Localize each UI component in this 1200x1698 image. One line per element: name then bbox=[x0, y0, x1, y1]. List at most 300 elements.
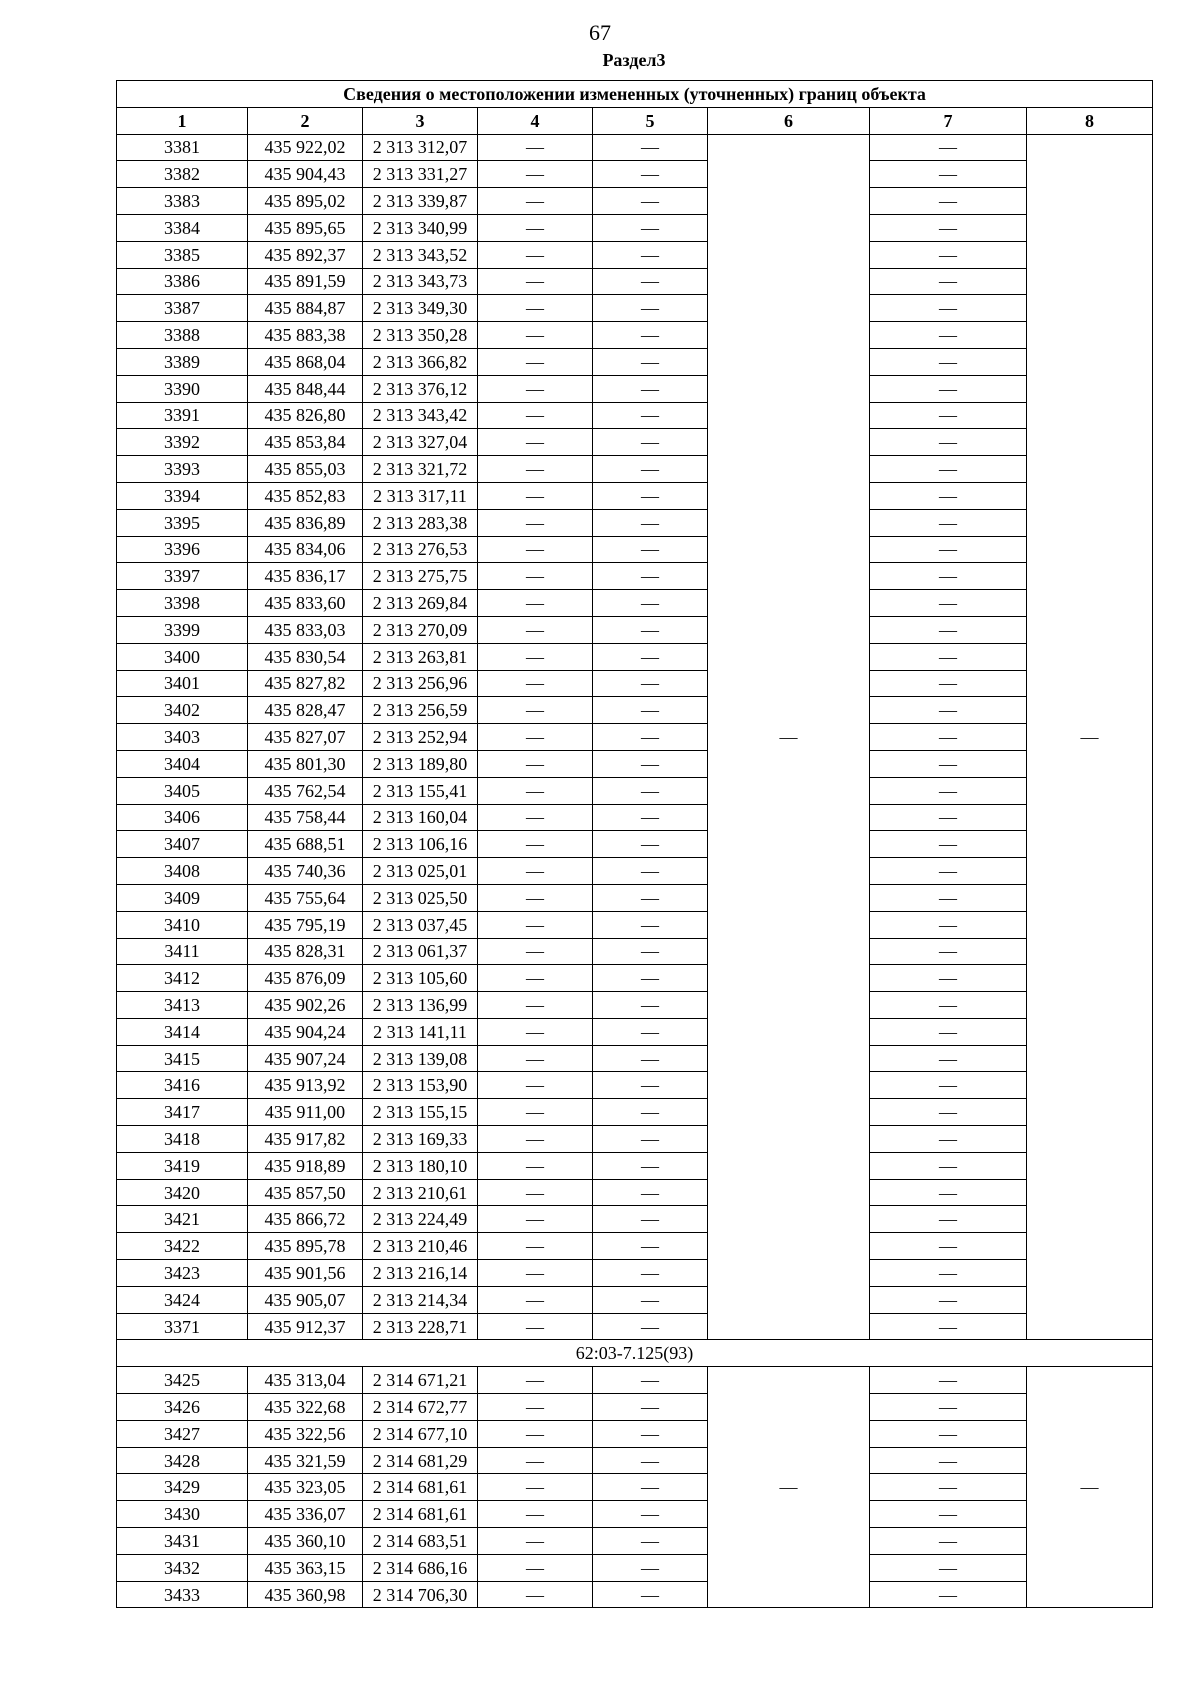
table-row bbox=[117, 188, 1153, 215]
column-5-cell: — bbox=[593, 1018, 708, 1045]
y-coordinate-cell: 2 313 256,96 bbox=[363, 670, 478, 697]
table-row bbox=[117, 1072, 1153, 1099]
point-number-cell: 3398 bbox=[117, 590, 248, 617]
column-7-cell: — bbox=[870, 1206, 1027, 1233]
point-number-cell: 3412 bbox=[117, 965, 248, 992]
column-5-cell: — bbox=[593, 831, 708, 858]
x-coordinate-cell: 435 688,51 bbox=[248, 831, 363, 858]
y-coordinate-cell: 2 313 210,61 bbox=[363, 1179, 478, 1206]
y-coordinate-cell: 2 314 681,61 bbox=[363, 1474, 478, 1501]
column-5-cell: — bbox=[593, 268, 708, 295]
column-4-cell: — bbox=[478, 1394, 593, 1421]
y-coordinate-cell: 2 313 025,50 bbox=[363, 884, 478, 911]
column-4-cell: — bbox=[478, 429, 593, 456]
column-4-cell: — bbox=[478, 1206, 593, 1233]
column-7-cell: — bbox=[870, 429, 1027, 456]
column-5-cell: — bbox=[593, 884, 708, 911]
column-5-cell: — bbox=[593, 1233, 708, 1260]
column-4-cell: — bbox=[478, 1260, 593, 1287]
x-coordinate-cell: 435 801,30 bbox=[248, 750, 363, 777]
point-number-cell: 3428 bbox=[117, 1447, 248, 1474]
point-number-cell: 3431 bbox=[117, 1528, 248, 1555]
column-7-cell: — bbox=[870, 643, 1027, 670]
column-4-cell: — bbox=[478, 1367, 593, 1394]
column-7-cell: — bbox=[870, 214, 1027, 241]
column-8-merged-cell: — bbox=[1027, 134, 1153, 1340]
column-7-cell: — bbox=[870, 348, 1027, 375]
column-header-row bbox=[117, 107, 1153, 134]
column-4-cell: — bbox=[478, 1528, 593, 1555]
group-header-row bbox=[117, 1340, 1153, 1367]
x-coordinate-cell: 435 827,82 bbox=[248, 670, 363, 697]
x-coordinate-cell: 435 913,92 bbox=[248, 1072, 363, 1099]
point-number-cell: 3421 bbox=[117, 1206, 248, 1233]
column-5-cell: — bbox=[593, 858, 708, 885]
column-4-cell: — bbox=[478, 1313, 593, 1340]
x-coordinate-cell: 435 758,44 bbox=[248, 804, 363, 831]
column-4-cell: — bbox=[478, 670, 593, 697]
column-4-cell: — bbox=[478, 616, 593, 643]
point-number-cell: 3386 bbox=[117, 268, 248, 295]
x-coordinate-cell: 435 836,89 bbox=[248, 509, 363, 536]
column-7-cell: — bbox=[870, 831, 1027, 858]
column-header: 8 bbox=[1027, 107, 1153, 134]
column-7-cell: — bbox=[870, 402, 1027, 429]
table-row bbox=[117, 563, 1153, 590]
column-5-cell: — bbox=[593, 161, 708, 188]
x-coordinate-cell: 435 866,72 bbox=[248, 1206, 363, 1233]
y-coordinate-cell: 2 313 180,10 bbox=[363, 1152, 478, 1179]
column-5-cell: — bbox=[593, 563, 708, 590]
point-number-cell: 3394 bbox=[117, 482, 248, 509]
column-7-cell: — bbox=[870, 1528, 1027, 1555]
column-5-cell: — bbox=[593, 1394, 708, 1421]
column-7-cell: — bbox=[870, 804, 1027, 831]
y-coordinate-cell: 2 313 321,72 bbox=[363, 456, 478, 483]
y-coordinate-cell: 2 313 105,60 bbox=[363, 965, 478, 992]
table-row bbox=[117, 1581, 1153, 1608]
column-header: 5 bbox=[593, 107, 708, 134]
column-5-cell: — bbox=[593, 1501, 708, 1528]
y-coordinate-cell: 2 313 263,81 bbox=[363, 643, 478, 670]
y-coordinate-cell: 2 313 327,04 bbox=[363, 429, 478, 456]
column-5-cell: — bbox=[593, 616, 708, 643]
column-5-cell: — bbox=[593, 322, 708, 349]
point-number-cell: 3389 bbox=[117, 348, 248, 375]
column-7-cell: — bbox=[870, 724, 1027, 751]
column-header: 1 bbox=[117, 107, 248, 134]
table-row bbox=[117, 992, 1153, 1019]
column-7-cell: — bbox=[870, 938, 1027, 965]
x-coordinate-cell: 435 363,15 bbox=[248, 1554, 363, 1581]
y-coordinate-cell: 2 314 681,61 bbox=[363, 1501, 478, 1528]
x-coordinate-cell: 435 922,02 bbox=[248, 134, 363, 161]
column-7-cell: — bbox=[870, 322, 1027, 349]
column-4-cell: — bbox=[478, 643, 593, 670]
point-number-cell: 3401 bbox=[117, 670, 248, 697]
column-5-cell: — bbox=[593, 1554, 708, 1581]
point-number-cell: 3390 bbox=[117, 375, 248, 402]
boundary-coordinates-table bbox=[116, 80, 1153, 1608]
x-coordinate-cell: 435 313,04 bbox=[248, 1367, 363, 1394]
column-header: 3 bbox=[363, 107, 478, 134]
column-5-cell: — bbox=[593, 1260, 708, 1287]
point-number-cell: 3385 bbox=[117, 241, 248, 268]
table-row bbox=[117, 1501, 1153, 1528]
column-7-cell: — bbox=[870, 697, 1027, 724]
x-coordinate-cell: 435 855,03 bbox=[248, 456, 363, 483]
point-number-cell: 3405 bbox=[117, 777, 248, 804]
point-number-cell: 3393 bbox=[117, 456, 248, 483]
column-7-cell: — bbox=[870, 509, 1027, 536]
y-coordinate-cell: 2 313 160,04 bbox=[363, 804, 478, 831]
column-4-cell: — bbox=[478, 295, 593, 322]
column-4-cell: — bbox=[478, 858, 593, 885]
column-5-cell: — bbox=[593, 1420, 708, 1447]
x-coordinate-cell: 435 912,37 bbox=[248, 1313, 363, 1340]
point-number-cell: 3403 bbox=[117, 724, 248, 751]
y-coordinate-cell: 2 313 339,87 bbox=[363, 188, 478, 215]
point-number-cell: 3402 bbox=[117, 697, 248, 724]
column-4-cell: — bbox=[478, 482, 593, 509]
point-number-cell: 3416 bbox=[117, 1072, 248, 1099]
column-5-cell: — bbox=[593, 295, 708, 322]
y-coordinate-cell: 2 313 153,90 bbox=[363, 1072, 478, 1099]
table-row bbox=[117, 670, 1153, 697]
table-row bbox=[117, 1233, 1153, 1260]
point-number-cell: 3397 bbox=[117, 563, 248, 590]
point-number-cell: 3419 bbox=[117, 1152, 248, 1179]
table-row bbox=[117, 1206, 1153, 1233]
x-coordinate-cell: 435 895,78 bbox=[248, 1233, 363, 1260]
column-7-cell: — bbox=[870, 777, 1027, 804]
column-5-cell: — bbox=[593, 590, 708, 617]
table-row bbox=[117, 1420, 1153, 1447]
column-4-cell: — bbox=[478, 1233, 593, 1260]
column-4-cell: — bbox=[478, 402, 593, 429]
point-number-cell: 3422 bbox=[117, 1233, 248, 1260]
y-coordinate-cell: 2 313 037,45 bbox=[363, 911, 478, 938]
column-5-cell: — bbox=[593, 509, 708, 536]
point-number-cell: 3433 bbox=[117, 1581, 248, 1608]
table-row bbox=[117, 402, 1153, 429]
column-header: 2 bbox=[248, 107, 363, 134]
point-number-cell: 3395 bbox=[117, 509, 248, 536]
column-7-cell: — bbox=[870, 858, 1027, 885]
y-coordinate-cell: 2 313 343,73 bbox=[363, 268, 478, 295]
column-7-cell: — bbox=[870, 750, 1027, 777]
point-number-cell: 3420 bbox=[117, 1179, 248, 1206]
column-5-cell: — bbox=[593, 1474, 708, 1501]
x-coordinate-cell: 435 834,06 bbox=[248, 536, 363, 563]
point-number-cell: 3423 bbox=[117, 1260, 248, 1287]
y-coordinate-cell: 2 313 256,59 bbox=[363, 697, 478, 724]
column-4-cell: — bbox=[478, 1045, 593, 1072]
table-row bbox=[117, 482, 1153, 509]
table-row bbox=[117, 509, 1153, 536]
y-coordinate-cell: 2 313 210,46 bbox=[363, 1233, 478, 1260]
column-5-cell: — bbox=[593, 188, 708, 215]
y-coordinate-cell: 2 313 376,12 bbox=[363, 375, 478, 402]
table-row bbox=[117, 1099, 1153, 1126]
table-row bbox=[117, 161, 1153, 188]
column-4-cell: — bbox=[478, 1581, 593, 1608]
column-5-cell: — bbox=[593, 1126, 708, 1153]
table-row bbox=[117, 1528, 1153, 1555]
point-number-cell: 3400 bbox=[117, 643, 248, 670]
point-number-cell: 3404 bbox=[117, 750, 248, 777]
column-7-cell: — bbox=[870, 295, 1027, 322]
column-4-cell: — bbox=[478, 214, 593, 241]
column-5-cell: — bbox=[593, 214, 708, 241]
y-coordinate-cell: 2 313 275,75 bbox=[363, 563, 478, 590]
column-5-cell: — bbox=[593, 777, 708, 804]
point-number-cell: 3414 bbox=[117, 1018, 248, 1045]
column-4-cell: — bbox=[478, 831, 593, 858]
column-7-cell: — bbox=[870, 1420, 1027, 1447]
column-7-cell: — bbox=[870, 1152, 1027, 1179]
x-coordinate-cell: 435 762,54 bbox=[248, 777, 363, 804]
table-row bbox=[117, 858, 1153, 885]
column-4-cell: — bbox=[478, 268, 593, 295]
column-5-cell: — bbox=[593, 134, 708, 161]
y-coordinate-cell: 2 314 677,10 bbox=[363, 1420, 478, 1447]
x-coordinate-cell: 435 322,56 bbox=[248, 1420, 363, 1447]
column-5-cell: — bbox=[593, 1367, 708, 1394]
column-4-cell: — bbox=[478, 1072, 593, 1099]
column-7-cell: — bbox=[870, 1286, 1027, 1313]
table-row bbox=[117, 697, 1153, 724]
table-body bbox=[117, 134, 1153, 1608]
y-coordinate-cell: 2 313 349,30 bbox=[363, 295, 478, 322]
point-number-cell: 3415 bbox=[117, 1045, 248, 1072]
column-7-cell: — bbox=[870, 1233, 1027, 1260]
column-4-cell: — bbox=[478, 804, 593, 831]
parcel-number-label: 62:03-7.125(93) bbox=[117, 1340, 1153, 1367]
column-header: 4 bbox=[478, 107, 593, 134]
x-coordinate-cell: 435 833,03 bbox=[248, 616, 363, 643]
column-4-cell: — bbox=[478, 1099, 593, 1126]
y-coordinate-cell: 2 313 270,09 bbox=[363, 616, 478, 643]
point-number-cell: 3381 bbox=[117, 134, 248, 161]
table-row bbox=[117, 348, 1153, 375]
x-coordinate-cell: 435 321,59 bbox=[248, 1447, 363, 1474]
column-4-cell: — bbox=[478, 348, 593, 375]
column-5-cell: — bbox=[593, 1206, 708, 1233]
point-number-cell: 3382 bbox=[117, 161, 248, 188]
column-7-cell: — bbox=[870, 188, 1027, 215]
column-7-cell: — bbox=[870, 1018, 1027, 1045]
point-number-cell: 3417 bbox=[117, 1099, 248, 1126]
y-coordinate-cell: 2 313 350,28 bbox=[363, 322, 478, 349]
table-row bbox=[117, 1179, 1153, 1206]
column-4-cell: — bbox=[478, 965, 593, 992]
y-coordinate-cell: 2 314 706,30 bbox=[363, 1581, 478, 1608]
table-row bbox=[117, 456, 1153, 483]
column-4-cell: — bbox=[478, 161, 593, 188]
y-coordinate-cell: 2 313 189,80 bbox=[363, 750, 478, 777]
column-5-cell: — bbox=[593, 750, 708, 777]
column-7-cell: — bbox=[870, 134, 1027, 161]
table-row bbox=[117, 241, 1153, 268]
x-coordinate-cell: 435 904,24 bbox=[248, 1018, 363, 1045]
x-coordinate-cell: 435 917,82 bbox=[248, 1126, 363, 1153]
table-row bbox=[117, 1126, 1153, 1153]
point-number-cell: 3392 bbox=[117, 429, 248, 456]
column-7-cell: — bbox=[870, 1126, 1027, 1153]
x-coordinate-cell: 435 868,04 bbox=[248, 348, 363, 375]
column-4-cell: — bbox=[478, 1152, 593, 1179]
point-number-cell: 3432 bbox=[117, 1554, 248, 1581]
column-5-cell: — bbox=[593, 724, 708, 751]
column-7-cell: — bbox=[870, 992, 1027, 1019]
y-coordinate-cell: 2 313 252,94 bbox=[363, 724, 478, 751]
column-7-cell: — bbox=[870, 616, 1027, 643]
y-coordinate-cell: 2 313 141,11 bbox=[363, 1018, 478, 1045]
x-coordinate-cell: 435 828,31 bbox=[248, 938, 363, 965]
x-coordinate-cell: 435 848,44 bbox=[248, 375, 363, 402]
column-5-cell: — bbox=[593, 241, 708, 268]
table-row bbox=[117, 295, 1153, 322]
column-7-cell: — bbox=[870, 1260, 1027, 1287]
x-coordinate-cell: 435 892,37 bbox=[248, 241, 363, 268]
column-5-cell: — bbox=[593, 643, 708, 670]
column-7-cell: — bbox=[870, 965, 1027, 992]
column-7-cell: — bbox=[870, 536, 1027, 563]
y-coordinate-cell: 2 313 317,11 bbox=[363, 482, 478, 509]
y-coordinate-cell: 2 313 331,27 bbox=[363, 161, 478, 188]
x-coordinate-cell: 435 755,64 bbox=[248, 884, 363, 911]
column-4-cell: — bbox=[478, 750, 593, 777]
point-number-cell: 3426 bbox=[117, 1394, 248, 1421]
column-5-cell: — bbox=[593, 1072, 708, 1099]
column-6-merged-cell: — bbox=[708, 134, 870, 1340]
column-header: 6 bbox=[708, 107, 870, 134]
point-number-cell: 3427 bbox=[117, 1420, 248, 1447]
table-row bbox=[117, 214, 1153, 241]
table-row bbox=[117, 536, 1153, 563]
x-coordinate-cell: 435 884,87 bbox=[248, 295, 363, 322]
x-coordinate-cell: 435 895,65 bbox=[248, 214, 363, 241]
column-7-cell: — bbox=[870, 884, 1027, 911]
column-4-cell: — bbox=[478, 563, 593, 590]
y-coordinate-cell: 2 313 276,53 bbox=[363, 536, 478, 563]
table-row bbox=[117, 1286, 1153, 1313]
x-coordinate-cell: 435 336,07 bbox=[248, 1501, 363, 1528]
x-coordinate-cell: 435 853,84 bbox=[248, 429, 363, 456]
point-number-cell: 3424 bbox=[117, 1286, 248, 1313]
column-7-cell: — bbox=[870, 670, 1027, 697]
column-7-cell: — bbox=[870, 375, 1027, 402]
column-7-cell: — bbox=[870, 1581, 1027, 1608]
table-row bbox=[117, 1394, 1153, 1421]
point-number-cell: 3425 bbox=[117, 1367, 248, 1394]
column-7-cell: — bbox=[870, 241, 1027, 268]
column-4-cell: — bbox=[478, 241, 593, 268]
point-number-cell: 3410 bbox=[117, 911, 248, 938]
column-5-cell: — bbox=[593, 536, 708, 563]
column-4-cell: — bbox=[478, 724, 593, 751]
column-4-cell: — bbox=[478, 777, 593, 804]
point-number-cell: 3413 bbox=[117, 992, 248, 1019]
column-5-cell: — bbox=[593, 1179, 708, 1206]
x-coordinate-cell: 435 826,80 bbox=[248, 402, 363, 429]
column-5-cell: — bbox=[593, 456, 708, 483]
y-coordinate-cell: 2 313 216,14 bbox=[363, 1260, 478, 1287]
column-4-cell: — bbox=[478, 911, 593, 938]
point-number-cell: 3371 bbox=[117, 1313, 248, 1340]
x-coordinate-cell: 435 740,36 bbox=[248, 858, 363, 885]
x-coordinate-cell: 435 836,17 bbox=[248, 563, 363, 590]
x-coordinate-cell: 435 857,50 bbox=[248, 1179, 363, 1206]
column-4-cell: — bbox=[478, 938, 593, 965]
column-5-cell: — bbox=[593, 429, 708, 456]
column-4-cell: — bbox=[478, 322, 593, 349]
x-coordinate-cell: 435 891,59 bbox=[248, 268, 363, 295]
x-coordinate-cell: 435 883,38 bbox=[248, 322, 363, 349]
column-7-cell: — bbox=[870, 1072, 1027, 1099]
point-number-cell: 3396 bbox=[117, 536, 248, 563]
column-4-cell: — bbox=[478, 134, 593, 161]
table-row bbox=[117, 750, 1153, 777]
column-header: 7 bbox=[870, 107, 1027, 134]
column-4-cell: — bbox=[478, 188, 593, 215]
table-row bbox=[117, 429, 1153, 456]
table-row bbox=[117, 724, 1153, 751]
y-coordinate-cell: 2 314 671,21 bbox=[363, 1367, 478, 1394]
column-7-cell: — bbox=[870, 1367, 1027, 1394]
point-number-cell: 3407 bbox=[117, 831, 248, 858]
column-7-cell: — bbox=[870, 911, 1027, 938]
column-5-cell: — bbox=[593, 1045, 708, 1072]
column-5-cell: — bbox=[593, 697, 708, 724]
y-coordinate-cell: 2 313 025,01 bbox=[363, 858, 478, 885]
column-4-cell: — bbox=[478, 697, 593, 724]
column-5-cell: — bbox=[593, 402, 708, 429]
table-caption: Сведения о местоположении измененных (уточненных) границ объекта bbox=[117, 81, 1153, 108]
y-coordinate-cell: 2 313 366,82 bbox=[363, 348, 478, 375]
table-row bbox=[117, 938, 1153, 965]
y-coordinate-cell: 2 313 061,37 bbox=[363, 938, 478, 965]
table-row bbox=[117, 1152, 1153, 1179]
column-5-cell: — bbox=[593, 938, 708, 965]
x-coordinate-cell: 435 827,07 bbox=[248, 724, 363, 751]
table-row bbox=[117, 804, 1153, 831]
column-4-cell: — bbox=[478, 536, 593, 563]
column-5-cell: — bbox=[593, 992, 708, 1019]
y-coordinate-cell: 2 313 340,99 bbox=[363, 214, 478, 241]
x-coordinate-cell: 435 360,98 bbox=[248, 1581, 363, 1608]
column-7-cell: — bbox=[870, 1394, 1027, 1421]
y-coordinate-cell: 2 313 155,15 bbox=[363, 1099, 478, 1126]
point-number-cell: 3399 bbox=[117, 616, 248, 643]
y-coordinate-cell: 2 313 169,33 bbox=[363, 1126, 478, 1153]
y-coordinate-cell: 2 314 683,51 bbox=[363, 1528, 478, 1555]
column-5-cell: — bbox=[593, 1447, 708, 1474]
table-row bbox=[117, 1018, 1153, 1045]
table-row bbox=[117, 1260, 1153, 1287]
table-row bbox=[117, 375, 1153, 402]
x-coordinate-cell: 435 852,83 bbox=[248, 482, 363, 509]
column-7-cell: — bbox=[870, 1099, 1027, 1126]
column-4-cell: — bbox=[478, 1179, 593, 1206]
x-coordinate-cell: 435 360,10 bbox=[248, 1528, 363, 1555]
column-4-cell: — bbox=[478, 1554, 593, 1581]
column-5-cell: — bbox=[593, 911, 708, 938]
table-row bbox=[117, 884, 1153, 911]
y-coordinate-cell: 2 313 312,07 bbox=[363, 134, 478, 161]
point-number-cell: 3391 bbox=[117, 402, 248, 429]
